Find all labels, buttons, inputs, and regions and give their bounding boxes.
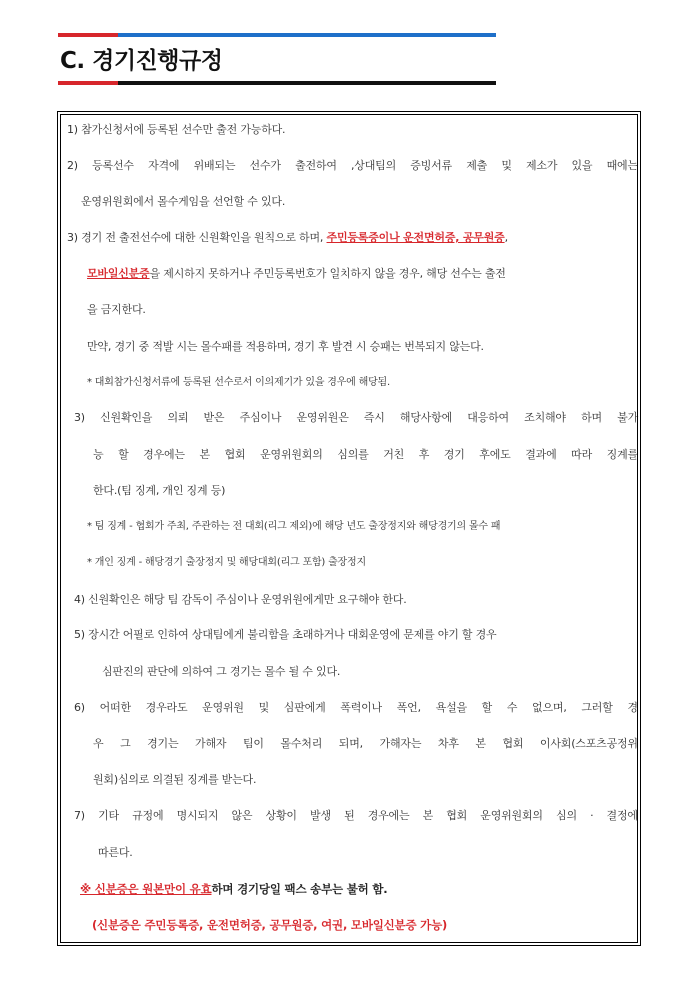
word: 되며,	[338, 737, 363, 750]
word: 가해자	[195, 737, 227, 750]
word: 그러할	[581, 701, 613, 714]
rule-3-line-4: 만약, 경기 중 적발 시는 몰수패를 적용하며, 경기 후 발견 시 승패는 번복되지 않는다.	[87, 340, 484, 353]
word: 협회	[224, 448, 246, 461]
rule-6-line-3: 원회)심의로 의결된 징계를 받는다.	[93, 773, 257, 786]
id-notice-text: 하며 경기당일 팩스 송부는 불허 함.	[211, 882, 388, 896]
section-header	[58, 30, 496, 90]
word: 우	[93, 737, 104, 750]
word: 욕설을	[435, 701, 467, 714]
word: 없으며,	[532, 701, 567, 714]
rule-5-line-1: 5) 장시간 어필로 인하여 상대팀에게 불리함을 초래하거나 대회운영에 문제를 야기 할 경우	[74, 628, 497, 641]
rule-6-line-1	[74, 701, 638, 715]
rule-3b-line-3: 한다.(팀 징계, 개인 징계 등)	[93, 484, 226, 497]
word: 경기	[443, 448, 465, 461]
word: 경우에는	[367, 809, 410, 822]
word: 및	[258, 701, 270, 714]
word: 경우에는	[143, 448, 185, 461]
word: 6)	[74, 701, 85, 714]
word: 발생	[310, 809, 331, 822]
word: 운영위원회의	[480, 809, 543, 822]
word: 심의를	[337, 448, 369, 461]
word: 거친	[383, 448, 405, 461]
word: 있을	[571, 159, 593, 172]
word: 규정에	[132, 809, 164, 822]
word: 선수가	[249, 159, 281, 172]
word: 후	[418, 448, 430, 461]
word: 결과에	[525, 448, 557, 461]
word: 능	[93, 448, 104, 461]
word: 등록선수	[92, 159, 134, 172]
word: 받은	[203, 411, 225, 424]
rules-box	[57, 111, 641, 946]
word: 결정에	[606, 809, 638, 822]
team-penalty-note: * 팀 징계 - 협회가 주최, 주관하는 전 대회(리그 제외)에 해당 년도 출장정지와 해당경기의 몰수 패	[87, 521, 501, 532]
rule-3-line-1-comma: ,	[504, 231, 508, 244]
word: 폭언,	[396, 701, 421, 714]
word: 불가	[617, 411, 638, 424]
word: 본	[475, 737, 486, 750]
word: 및	[501, 159, 512, 172]
word: 본	[422, 809, 434, 822]
id-notice-highlight: ※ 신분증은 원본만이 유효	[80, 882, 212, 896]
word: 징계를	[606, 448, 638, 461]
word: 경	[627, 701, 638, 714]
word: 경우라도	[145, 701, 188, 714]
word: 후에도	[479, 448, 511, 461]
header-top-bar-red	[58, 33, 118, 37]
rule-7-line-1	[74, 809, 638, 823]
rule-2-line-1	[67, 159, 638, 173]
header-top-bar	[58, 33, 496, 37]
word: 조치해야	[524, 411, 566, 424]
word: 증빙서류	[410, 159, 452, 172]
word: 협회	[446, 809, 468, 822]
id-types-highlight: 주민등록증이나 운전면허증, 공무원증	[326, 231, 505, 244]
word: 명시되지	[176, 809, 219, 822]
word: 대응하여	[467, 411, 509, 424]
word: 기타	[98, 809, 119, 822]
word: 제출	[466, 159, 488, 172]
word: 팀이	[242, 737, 264, 750]
header-bottom-bar	[58, 81, 496, 85]
word: 따라	[571, 448, 592, 461]
id-notice	[80, 882, 387, 896]
word: 자격에	[148, 159, 180, 172]
word: 가해자는	[379, 737, 422, 750]
word: 않은	[231, 809, 253, 822]
mobile-id-highlight: 모바일신분증	[87, 267, 150, 280]
word: 신원확인을	[100, 411, 153, 424]
word: 위배되는	[193, 159, 236, 172]
word: 수	[506, 701, 518, 714]
word: ·	[590, 809, 594, 822]
word: 주심이나	[239, 411, 282, 424]
header-bottom-bar-black	[118, 81, 496, 85]
word: 운영위원회의	[260, 448, 323, 461]
word: 어떠한	[99, 701, 131, 714]
word: 경기는	[147, 737, 179, 750]
section-title: C. 경기진행규정	[60, 48, 223, 74]
rule-2-line-2: 운영위원회에서 몰수게임을 선언할 수 있다.	[81, 195, 286, 208]
word: 몰수처리	[280, 737, 323, 750]
word: 협회	[502, 737, 524, 750]
rule-3-line-1-text: 3) 경기 전 출전선수에 대한 신원확인을 원칙으로 하며,	[67, 231, 327, 244]
word: 운영위원	[202, 701, 244, 714]
header-top-bar-blue	[118, 33, 496, 37]
rule-6-line-2	[93, 737, 638, 751]
word: 본	[199, 448, 210, 461]
rule-1: 1) 참가신청서에 등록된 선수만 출전 가능하다.	[67, 123, 286, 136]
rule-3-line-2-text: 을 제시하지 못하거나 주민등록번호가 일치하지 않을 경우, 해당 선수는 출전	[149, 267, 506, 280]
rule-3b-line-1	[74, 411, 638, 425]
word: 해당사항에	[399, 411, 453, 424]
rule-5-line-2: 심판진의 판단에 의하여 그 경기는 몰수 될 수 있다.	[102, 665, 341, 678]
rule-3b-line-2	[93, 448, 638, 462]
rule-3-note: * 대회참가신청서류에 등록된 선수로서 이의제기가 있을 경우에 해당됨.	[87, 377, 390, 388]
word: 상황이	[265, 809, 297, 822]
word: 할	[118, 448, 129, 461]
word: 하며	[581, 411, 602, 424]
rule-4: 4) 신원확인은 해당 팀 감독이 주심이나 운영위원에게만 요구해야 한다.	[74, 593, 407, 606]
word: 2)	[67, 159, 78, 172]
rule-3-line-3: 을 금지한다.	[87, 303, 146, 316]
rule-7-line-2: 따른다.	[98, 846, 133, 859]
word: 의뢰	[167, 411, 189, 424]
word: 할	[481, 701, 493, 714]
rule-3-line-1	[67, 231, 508, 245]
word: 3)	[74, 411, 85, 424]
individual-penalty-note: * 개인 징계 - 해당경기 출장정지 및 해당대회(리그 포함) 출장정지	[87, 557, 366, 568]
rule-3-line-2	[87, 267, 506, 281]
word: 차후	[437, 737, 459, 750]
word: 된	[344, 809, 355, 822]
word: 그	[120, 737, 131, 750]
word: 심의	[556, 809, 577, 822]
word: 폭력이나	[340, 701, 382, 714]
word: 이사회(스포츠공정위	[539, 737, 638, 750]
word: 제소가	[525, 159, 558, 172]
header-bottom-bar-red	[58, 81, 118, 85]
word: 때에는	[606, 159, 638, 172]
word: 7)	[74, 809, 85, 822]
word: ,상대팀의	[351, 159, 397, 172]
accepted-id-list: (신분증은 주민등록증, 운전면허증, 공무원증, 여권, 모바일신분증 가능)	[92, 918, 448, 932]
word: 출전하여	[295, 159, 337, 172]
word: 심판에게	[283, 701, 326, 714]
word: 운영위원은	[296, 411, 349, 424]
word: 즉시	[363, 411, 385, 424]
